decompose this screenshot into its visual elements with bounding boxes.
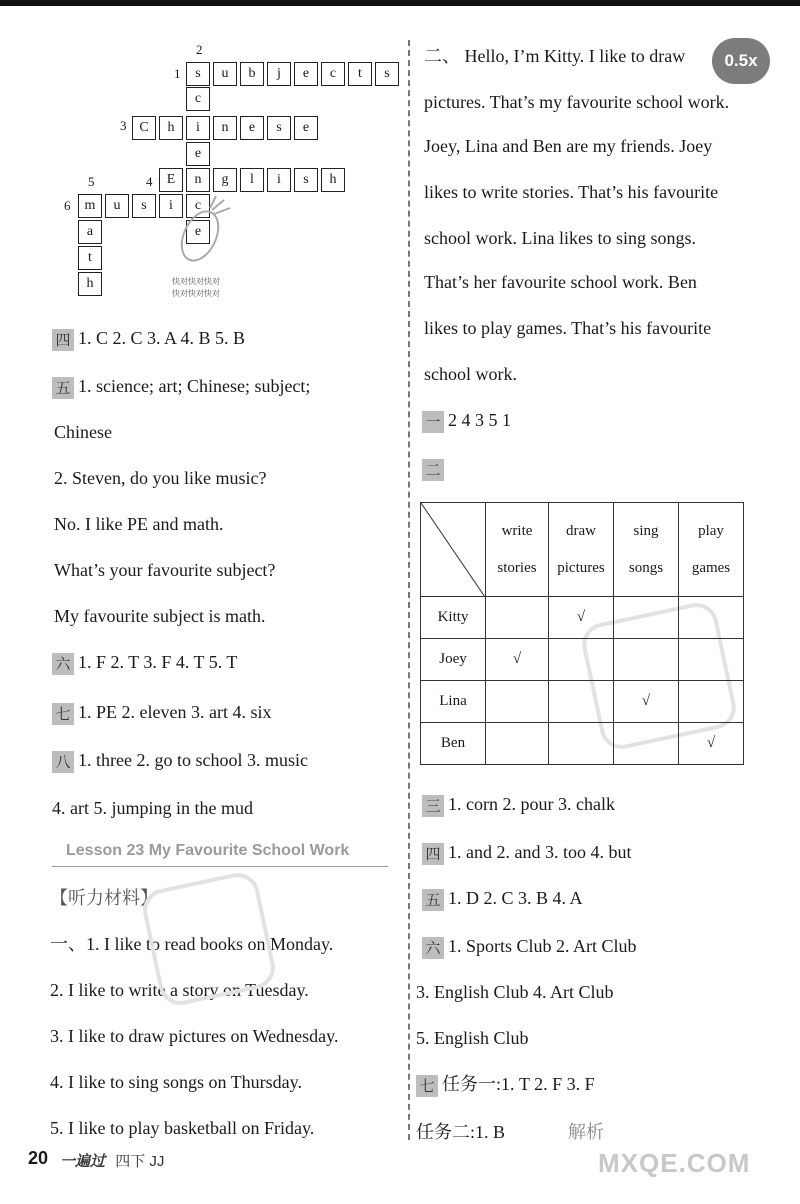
crossword-cell: e: [294, 62, 318, 86]
table-header: [486, 503, 549, 597]
mascot-icon: [170, 196, 240, 276]
passage-line: Joey, Lina and Ben are my friends. Joey: [424, 136, 713, 156]
mark-cell: √: [679, 723, 744, 765]
crossword-cell: e: [240, 116, 264, 140]
section-tag: 五: [422, 889, 444, 911]
mark-cell: [486, 723, 549, 765]
answer-section-7-right: [416, 1072, 595, 1097]
crossword-cell: i: [159, 194, 183, 218]
mark-cell: [549, 639, 614, 681]
table-corner: [421, 503, 486, 597]
crossword-cell: C: [132, 116, 156, 140]
listening-label: 【听力材料】: [50, 888, 158, 908]
answer-table: [420, 502, 744, 765]
crossword-cell: s: [267, 116, 291, 140]
table-row: [421, 681, 744, 723]
answer-section-7: [52, 700, 271, 725]
answer-section-5-right: [422, 886, 583, 911]
answer-text: 1. corn 2. pour 3. chalk: [448, 794, 615, 814]
header-line: games: [691, 559, 731, 576]
crossword-cell: b: [240, 62, 264, 86]
passage-line: likes to play games. That’s his favourite: [424, 318, 712, 338]
transcript-line: 5. I like to play basketball on Friday.: [50, 1118, 315, 1138]
crossword-cell: E: [159, 168, 183, 192]
answer-text: 4. art 5. jumping in the mud: [52, 798, 253, 818]
crossword-cell: c: [186, 194, 210, 218]
mark-cell: [614, 723, 679, 765]
clue-number: 5: [88, 174, 95, 189]
stamp-watermark: [139, 869, 279, 1009]
answer-text: 任务一:1. T 2. F 3. F: [442, 1074, 595, 1094]
crossword-cell: s: [294, 168, 318, 192]
section-tag: 四: [422, 843, 444, 865]
mark-cell: [679, 597, 744, 639]
mark-cell: [679, 639, 744, 681]
crossword-cell: i: [186, 116, 210, 140]
crossword-cell: g: [213, 168, 237, 192]
analysis-label: 解析: [568, 1122, 604, 1142]
clue-number: 1: [174, 66, 181, 81]
crossword-cell: s: [375, 62, 399, 86]
answer-text: 3. English Club 4. Art Club: [416, 982, 614, 1002]
crossword-cell: e: [186, 142, 210, 166]
header-line: sing: [633, 522, 659, 539]
answer-text: My favourite subject is math.: [54, 606, 266, 626]
answer-text: No. I like PE and math.: [54, 514, 224, 534]
answer-text: Chinese: [54, 422, 112, 442]
crossword-cell: e: [294, 116, 318, 140]
table-row: [421, 639, 744, 681]
top-border: [0, 0, 800, 6]
mark-cell: [486, 597, 549, 639]
section-tag: 二: [422, 459, 444, 481]
crossword-cell: e: [186, 220, 210, 244]
crossword-cell: s: [186, 62, 210, 86]
crossword-cell: h: [159, 116, 183, 140]
section-tag: 一: [422, 411, 444, 433]
mark-cell: [679, 681, 744, 723]
transcript-line: 4. I like to sing songs on Thursday.: [50, 1072, 302, 1092]
section-tag: 六: [422, 937, 444, 959]
answer-section-2: [422, 456, 448, 481]
page-number: 20: [28, 1148, 49, 1168]
section-tag: 八: [52, 751, 74, 773]
answer-text: 任务二:1. B: [416, 1122, 506, 1142]
header-line: songs: [628, 559, 664, 576]
answer-section-4: [52, 326, 245, 351]
crossword-cell: m: [78, 194, 102, 218]
answer-text: 2 4 3 5 1: [448, 410, 511, 430]
answer-text: 5. English Club: [416, 1028, 529, 1048]
row-name: Ben: [421, 723, 486, 765]
table-row: [421, 723, 744, 765]
column-divider: [408, 40, 410, 1140]
diagonal-line: [421, 503, 485, 597]
passage-line: pictures. That’s my favourite school work.: [424, 92, 730, 112]
section-tag: 四: [52, 329, 74, 351]
header-line: play: [698, 522, 724, 539]
section-tag: 七: [416, 1075, 438, 1097]
answer-section-6-right: [422, 934, 637, 959]
clue-number: 2: [196, 42, 203, 57]
answer-section-1: [422, 408, 511, 433]
crossword-cell: h: [321, 168, 345, 192]
answer-text: 1. three 2. go to school 3. music: [78, 750, 308, 770]
sticker-text: 快对快对快对: [172, 289, 220, 298]
table-header: [549, 503, 614, 597]
passage-line: school work. Lina likes to sing songs.: [424, 228, 696, 248]
row-name: Lina: [421, 681, 486, 723]
section-tag: 五: [52, 377, 74, 399]
header-line: draw: [566, 522, 596, 539]
crossword-cell: n: [186, 168, 210, 192]
lesson-underline: [52, 866, 388, 867]
passage-line: likes to write stories. That’s his favourite: [424, 182, 719, 202]
clue-number: 4: [146, 174, 153, 189]
mark-cell: √: [549, 597, 614, 639]
crossword-cell: u: [213, 62, 237, 86]
header-line: stories: [497, 559, 537, 576]
row-name: Joey: [421, 639, 486, 681]
crossword-cell: c: [186, 87, 210, 111]
mark-cell: [549, 681, 614, 723]
passage-line: 二、 Hello, I’m Kitty. I like to draw: [424, 46, 686, 66]
crossword-cell: a: [78, 220, 102, 244]
answer-text: 2. Steven, do you like music?: [54, 468, 267, 488]
mark-cell: [549, 723, 614, 765]
clue-number: 3: [120, 118, 127, 133]
grade-label: 四下 JJ: [115, 1153, 165, 1170]
footer-brand: [60, 1150, 164, 1171]
passage-line: That’s her favourite school work. Ben: [424, 272, 697, 292]
crossword-cell: n: [213, 116, 237, 140]
mark-cell: [614, 639, 679, 681]
transcript-line: 2. I like to write a story on Tuesday.: [50, 980, 309, 1000]
header-line: pictures: [557, 559, 605, 576]
crossword-cell: t: [348, 62, 372, 86]
transcript-line: 一、1. I like to read books on Monday.: [50, 934, 334, 954]
crossword-cell: s: [132, 194, 156, 218]
mark-cell: [614, 597, 679, 639]
header-line: write: [501, 522, 533, 539]
answer-section-6: [52, 650, 237, 675]
answer-text: 1. F 2. T 3. F 4. T 5. T: [78, 652, 238, 672]
section-tag: 三: [422, 795, 444, 817]
mark-cell: √: [486, 639, 549, 681]
crossword-cell: t: [78, 246, 102, 270]
answer-text: 1. D 2. C 3. B 4. A: [448, 888, 583, 908]
answer-section-4-right: [422, 840, 631, 865]
answer-text: 1. science; art; Chinese; subject;: [78, 376, 311, 396]
table-header: [679, 503, 744, 597]
section-tag: 七: [52, 703, 74, 725]
crossword-cell: h: [78, 272, 102, 296]
brand-name: 一遍过: [60, 1153, 106, 1170]
answer-text: 1. PE 2. eleven 3. art 4. six: [78, 702, 272, 722]
answer-text: What’s your favourite subject?: [54, 560, 276, 580]
table-header: [614, 503, 679, 597]
row-name: Kitty: [421, 597, 486, 639]
table-row: [421, 597, 744, 639]
answer-text: 1. Sports Club 2. Art Club: [448, 936, 637, 956]
passage-line: school work.: [424, 364, 517, 384]
crossword-cell: j: [267, 62, 291, 86]
answer-section-5: [52, 374, 310, 399]
zoom-badge[interactable]: 0.5x: [712, 38, 770, 84]
clue-number: 6: [64, 198, 71, 213]
lesson-title: Lesson 23 My Favourite School Work: [66, 842, 350, 859]
crossword-cell: c: [321, 62, 345, 86]
transcript-line: 3. I like to draw pictures on Wednesday.: [50, 1026, 339, 1046]
sticker-text: 快对快对快对: [172, 277, 220, 286]
crossword-cell: l: [240, 168, 264, 192]
section-tag: 六: [52, 653, 74, 675]
crossword-cell: u: [105, 194, 129, 218]
answer-section-3: [422, 792, 615, 817]
answer-section-8: [52, 748, 308, 773]
answer-text: 1. C 2. C 3. A 4. B 5. B: [78, 328, 246, 348]
mark-cell: √: [614, 681, 679, 723]
crossword-cell: i: [267, 168, 291, 192]
mark-cell: [486, 681, 549, 723]
site-watermark: MXQE.COM: [598, 1148, 751, 1178]
answer-text: 1. and 2. and 3. too 4. but: [448, 842, 632, 862]
